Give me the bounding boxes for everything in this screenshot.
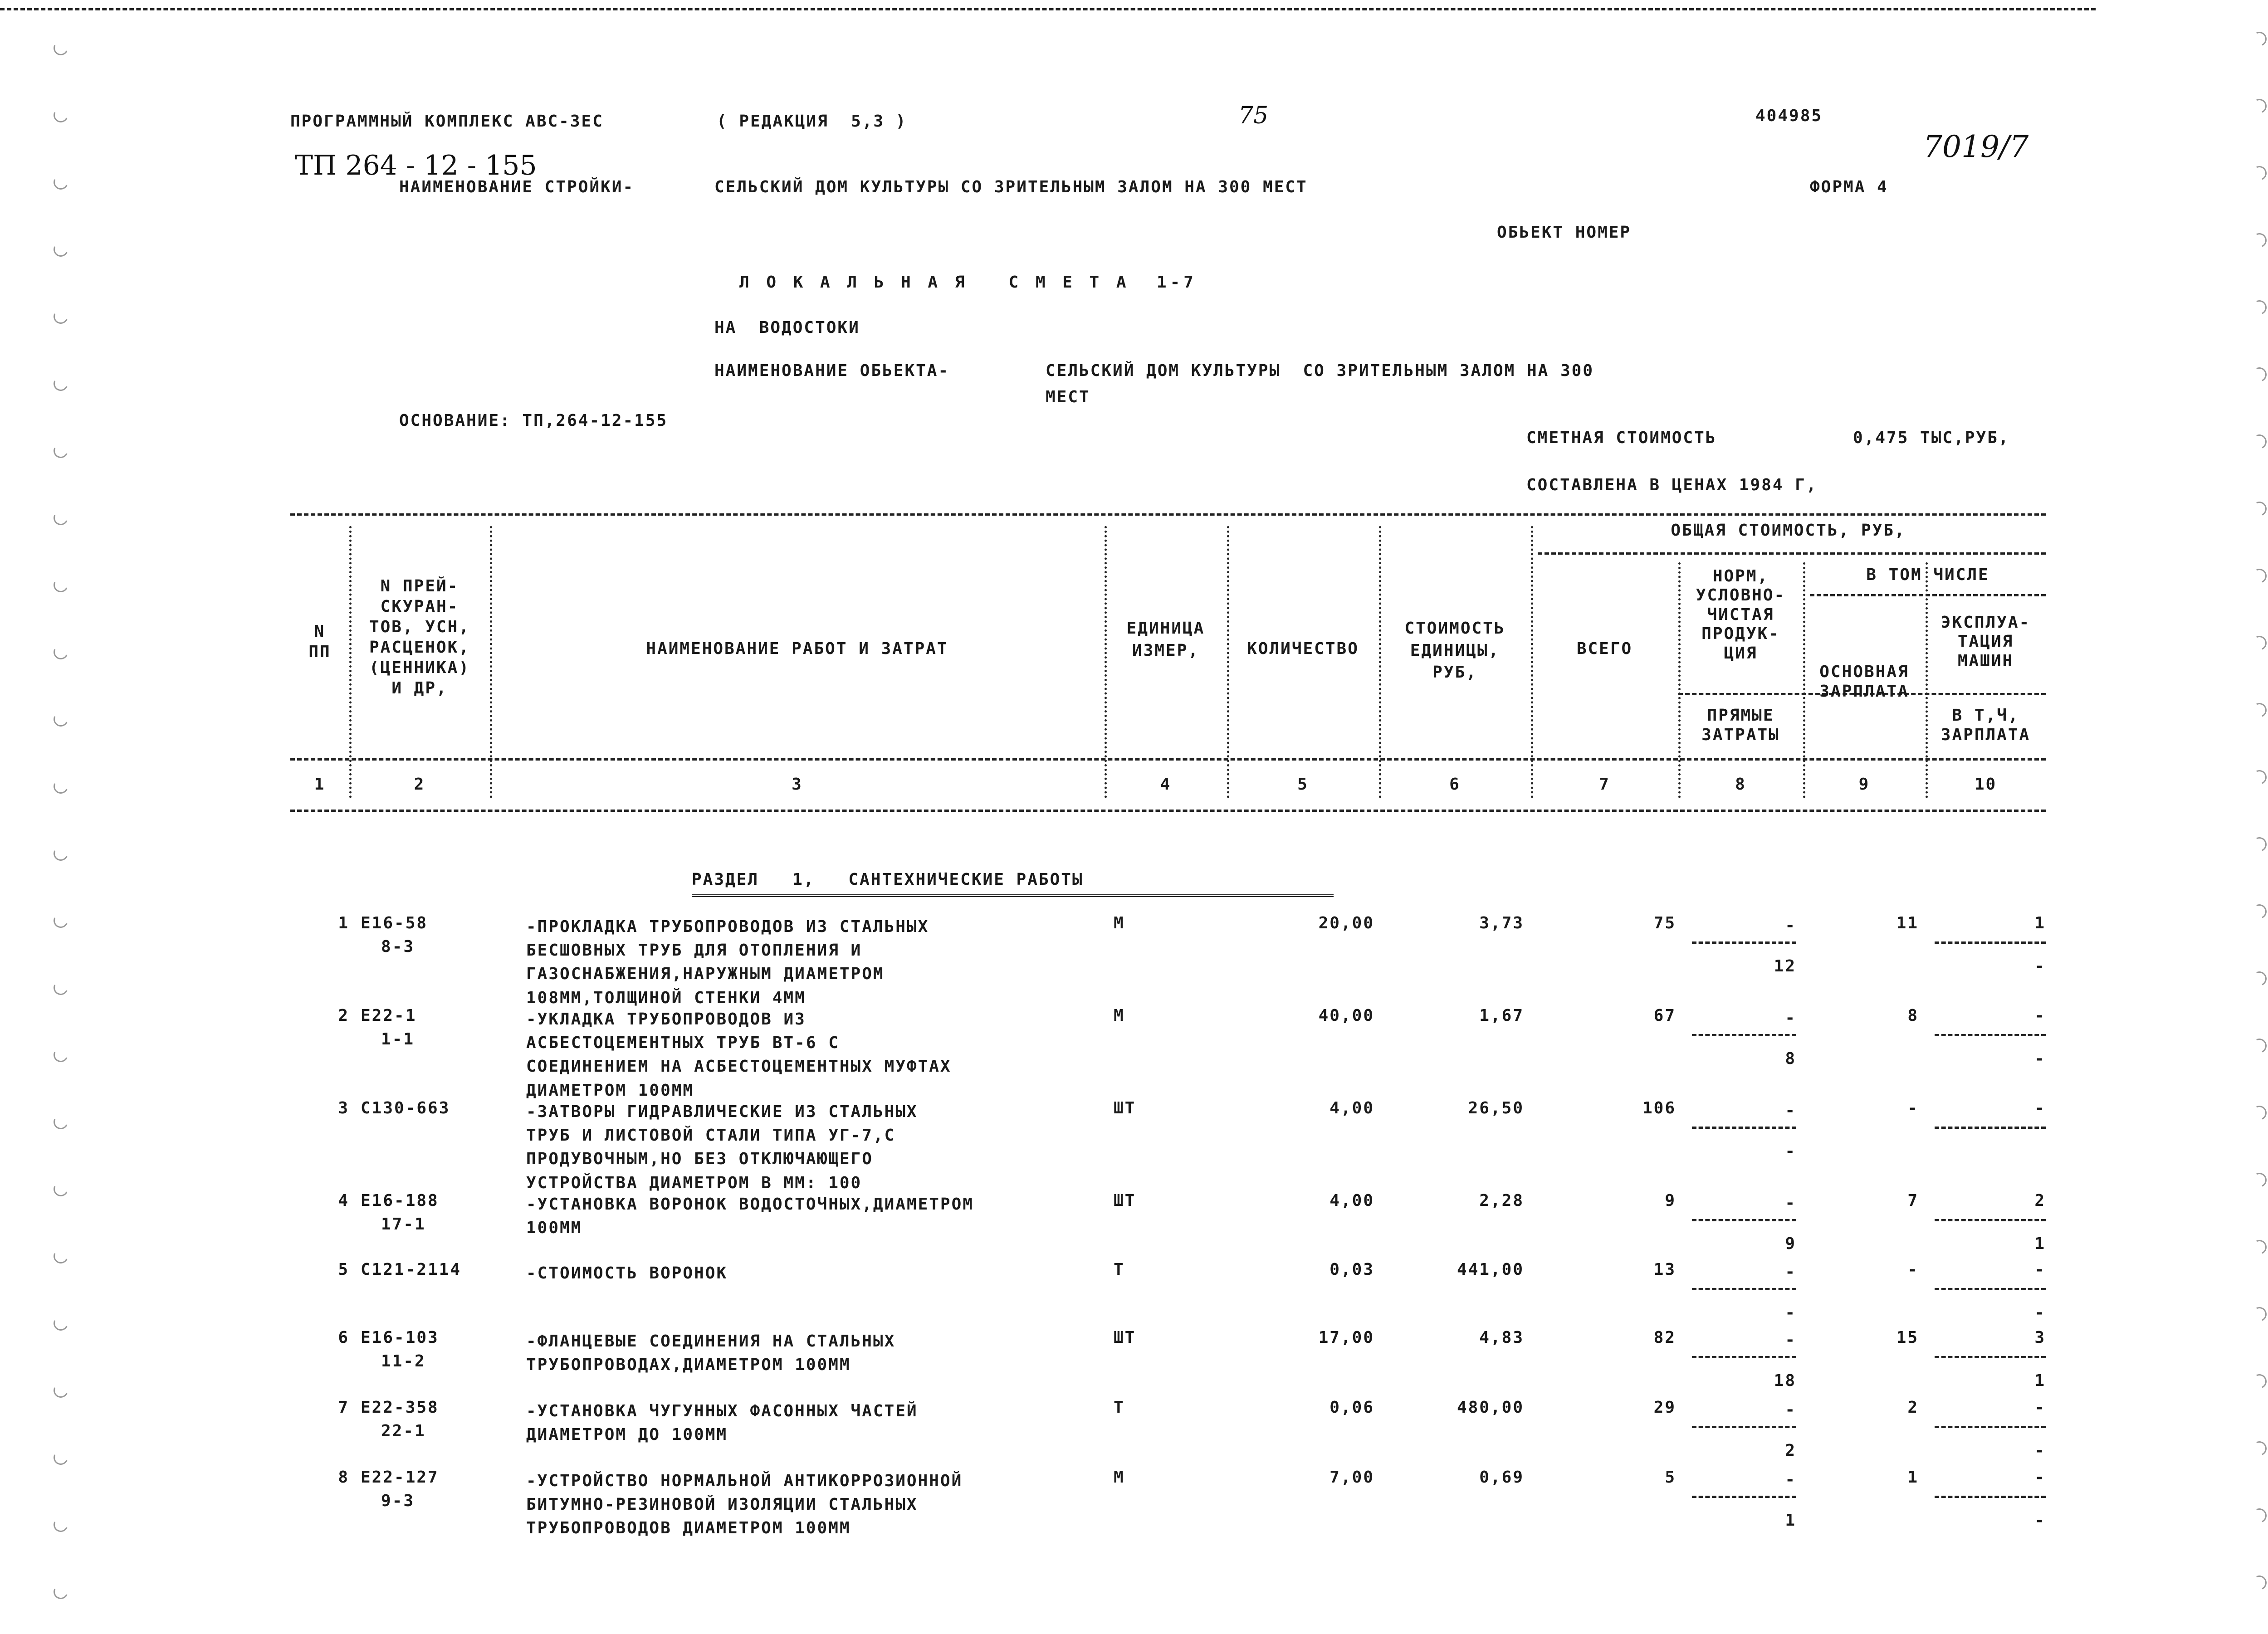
row-split-rule (1935, 1034, 2046, 1036)
feed-hole (51, 173, 70, 191)
row-split-rule (1935, 1288, 2046, 1290)
row-split-rule (1692, 1426, 1796, 1428)
feed-hole (51, 643, 70, 661)
feed-hole (2250, 1305, 2268, 1323)
col-divider-3 (1105, 526, 1107, 798)
row-unit: М (1114, 1006, 1125, 1025)
row-base-salary: - (1907, 1260, 1919, 1279)
row-net-product: - (1785, 1470, 1796, 1489)
row-unit: ШТ (1114, 1191, 1136, 1210)
document-subject: НА ВОДОСТОКИ (714, 318, 860, 337)
feed-hole (2250, 1372, 2268, 1390)
row-direct-costs: 12 (1774, 957, 1796, 976)
row-code: Е22-1 (361, 1006, 417, 1025)
row-split-rule (1935, 1426, 2046, 1428)
row-machine-salary: 1 (2034, 1234, 2046, 1253)
row-unit-cost: 0,69 (1479, 1468, 1524, 1487)
row-unit-cost: 4,83 (1479, 1328, 1524, 1347)
row-machines: 3 (2034, 1328, 2046, 1347)
document-title: Л О К А Л Ь Н А Я С М Е Т А 1-7 (739, 273, 1197, 292)
col-divider-2 (490, 526, 492, 798)
feed-hole (51, 508, 70, 527)
row-total: 5 (1665, 1468, 1676, 1487)
col-header-machine-salary: В Т,Ч, ЗАРПЛАТА (1941, 706, 2031, 745)
col-divider-9 (1926, 562, 1928, 798)
row-work-name: -УКЛАДКА ТРУБОПРОВОДОВ ИЗ АСБЕСТОЦЕМЕНТНЫХ ТРУБ ВТ-6 С СОЕДИНЕНИЕМ НА АСБЕСТОЦЕМЕНТНЫХ МУФТАХ ДИАМЕТРОМ 100ММ (526, 1010, 952, 1100)
col-header-unit: ЕДИНИЦА ИЗМЕР, (1126, 619, 1205, 660)
row-work-name: -УСТАНОВКА ЧУГУННЫХ ФАСОННЫХ ЧАСТЕЙ ДИАМЕТРОМ ДО 100ММ (526, 1402, 918, 1444)
row-quantity: 7,00 (1330, 1468, 1374, 1487)
row-unit: М (1114, 1468, 1125, 1487)
row-code: Е22-358 (361, 1398, 439, 1417)
form-label: ФОРМА 4 (1810, 178, 1888, 196)
row-total: 67 (1653, 1006, 1676, 1025)
feed-hole (2250, 566, 2268, 585)
feed-hole (51, 844, 70, 863)
feed-hole (51, 1448, 70, 1467)
row-machines: - (2034, 1099, 2046, 1117)
feed-hole (2250, 768, 2268, 786)
row-unit-cost: 26,50 (1468, 1099, 1524, 1117)
row-net-product: - (1785, 916, 1796, 935)
row-base-salary: 7 (1907, 1191, 1919, 1210)
row-quantity: 0,03 (1330, 1260, 1374, 1279)
row-net-product: - (1785, 1101, 1796, 1120)
row-number: 4 (338, 1191, 349, 1210)
feed-hole (51, 777, 70, 795)
row-quantity: 40,00 (1318, 1006, 1374, 1025)
row-unit-cost: 2,28 (1479, 1191, 1524, 1210)
feed-hole (2250, 365, 2268, 384)
col-header-base-salary: ОСНОВНАЯ ЗАРПЛАТА (1819, 663, 1909, 701)
sheet-mark: 7019/7 (1923, 129, 2029, 164)
row-machine-salary: - (2034, 1511, 2046, 1530)
feed-hole (2250, 1103, 2268, 1122)
section-underline (692, 894, 1334, 897)
row-split-rule (1692, 1496, 1796, 1498)
feed-hole (51, 39, 70, 57)
column-number: 2 (414, 775, 425, 794)
row-code-sub: 9-3 (381, 1492, 415, 1510)
object-number-label: ОБЬЕКТ НОМЕР (1497, 223, 1632, 242)
row-work-name: -СТОИМОСТЬ ВОРОНОК (526, 1264, 728, 1283)
object-name-line2: МЕСТ (1046, 388, 1090, 406)
feed-hole (2250, 1171, 2268, 1189)
feed-hole (51, 1112, 70, 1131)
feed-hole (2250, 499, 2268, 518)
col-header-net-product: НОРМ, УСЛОВНО- ЧИСТАЯ ПРОДУК- ЦИЯ (1696, 567, 1786, 663)
feed-hole (2250, 432, 2268, 451)
feed-hole (2250, 902, 2268, 921)
row-machine-salary: - (2034, 1441, 2046, 1460)
col-header-direct-costs: ПРЯМЫЕ ЗАТРАТЫ (1701, 706, 1780, 745)
feed-hole (51, 1045, 70, 1064)
row-total: 106 (1642, 1099, 1676, 1117)
row-total: 82 (1653, 1328, 1676, 1347)
column-number: 10 (1974, 775, 1997, 794)
row-work-name: -УСТРОЙСТВО НОРМАЛЬНОЙ АНТИКОРРОЗИОННОЙ БИТУМНО-РЕЗИНОВОЙ ИЗОЛЯЦИИ СТАЛЬНЫХ ТРУБОПРОВОДОВ ДИАМЕТРОМ 100ММ (526, 1472, 963, 1538)
row-base-salary: 8 (1907, 1006, 1919, 1025)
col-header-machines: ЭКСПЛУА- ТАЦИЯ МАШИН (1941, 613, 2031, 670)
row-machine-salary: - (2034, 957, 2046, 976)
row-work-name: -УСТАНОВКА ВОРОНОК ВОДОСТОЧНЫХ,ДИАМЕТРОМ 100ММ (526, 1195, 974, 1238)
col-divider-4 (1227, 526, 1229, 798)
feed-hole (2250, 1238, 2268, 1256)
row-net-product: - (1785, 1009, 1796, 1027)
row-number: 1 (338, 914, 349, 932)
row-direct-costs: - (1785, 1303, 1796, 1322)
row-quantity: 20,00 (1318, 914, 1374, 932)
row-code: Е22-127 (361, 1468, 439, 1487)
row-quantity: 17,00 (1318, 1328, 1374, 1347)
row-machines: - (2034, 1006, 2046, 1025)
feed-hole (2250, 969, 2268, 988)
row-machine-salary: - (2034, 1303, 2046, 1322)
numbers-bottom-rule (290, 810, 2046, 812)
row-machines: 1 (2034, 914, 2046, 932)
object-name-line1: СЕЛЬСКИЙ ДОМ КУЛЬТУРЫ СО ЗРИТЕЛЬНЫМ ЗАЛОМ НА 300 (1046, 361, 1594, 380)
row-net-product: - (1785, 1194, 1796, 1212)
row-unit: Т (1114, 1398, 1125, 1417)
row-split-rule (1692, 1034, 1796, 1036)
row-unit: ШТ (1114, 1328, 1136, 1347)
column-number: 7 (1599, 775, 1610, 794)
row-code-sub: 22-1 (381, 1422, 426, 1440)
col-header-npp: N ПП (308, 622, 331, 661)
row-code-sub: 17-1 (381, 1215, 426, 1234)
table-top-rule (290, 513, 2046, 516)
row-code: Е16-58 (361, 914, 428, 932)
row-machine-salary: 1 (2034, 1371, 2046, 1390)
row-total: 75 (1653, 914, 1676, 932)
building-name: СЕЛЬСКИЙ ДОМ КУЛЬТУРЫ СО ЗРИТЕЛЬНЫМ ЗАЛОМ НА 300 МЕСТ (714, 178, 1308, 196)
feed-hole (2250, 231, 2268, 249)
col-header-unit-cost: СТОИМОСТЬ ЕДИНИЦЫ, РУБ, (1404, 619, 1505, 682)
feed-hole (51, 1314, 70, 1332)
feed-hole (51, 106, 70, 124)
row-number: 3 (338, 1099, 349, 1117)
feed-hole (2250, 164, 2268, 182)
row-machine-salary: - (2034, 1049, 2046, 1068)
row-total: 13 (1653, 1260, 1676, 1279)
incl-group-rule (1810, 594, 2046, 596)
feed-hole (2250, 701, 2268, 719)
building-label: НАИМЕНОВАНИЕ СТРОЙКИ- (399, 178, 635, 196)
row-base-salary: 15 (1896, 1328, 1919, 1347)
feed-hole (51, 1381, 70, 1400)
column-number: 1 (314, 775, 326, 794)
feed-hole (51, 1515, 70, 1534)
feed-hole (51, 307, 70, 326)
row-unit: Т (1114, 1260, 1125, 1279)
row-code: С130-663 (361, 1099, 450, 1117)
project-code: ТП 264 - 12 - 155 (295, 150, 537, 181)
feed-hole (51, 1247, 70, 1265)
basis: ОСНОВАНИЕ: ТП,264-12-155 (399, 411, 668, 430)
col-header-work-name: НАИМЕНОВАНИЕ РАБОТ И ЗАТРАТ (646, 639, 948, 658)
row-quantity: 4,00 (1330, 1099, 1374, 1117)
row-split-rule (1935, 1496, 2046, 1498)
row-unit-cost: 1,67 (1479, 1006, 1524, 1025)
feed-hole (2250, 298, 2268, 317)
row-work-name: -ПРОКЛАДКА ТРУБОПРОВОДОВ ИЗ СТАЛЬНЫХ БЕСШОВНЫХ ТРУБ ДЛЯ ОТОПЛЕНИЯ И ГАЗОСНАБЖЕНИЯ,НАРУЖНЫМ ДИАМЕТРОМ 108ММ,ТОЛЩИНОЙ СТЕНКИ 4ММ (526, 917, 929, 1007)
estimated-cost-label: СМЕТНАЯ СТОИМОСТЬ (1526, 429, 1717, 447)
top-perforation-line (0, 8, 2096, 10)
row-unit-cost: 441,00 (1457, 1260, 1524, 1279)
price-basis: СОСТАВЛЕНА В ЦЕНАХ 1984 Г, (1526, 476, 1818, 494)
col-header-total-cost: ОБЩАЯ СТОИМОСТЬ, РУБ, (1671, 521, 1906, 540)
row-direct-costs: - (1785, 1142, 1796, 1161)
row-unit-cost: 3,73 (1479, 914, 1524, 932)
row-direct-costs: 1 (1785, 1511, 1796, 1530)
row-split-rule (1935, 941, 2046, 944)
row-split-rule (1692, 1356, 1796, 1358)
feed-hole (51, 441, 70, 460)
col-header-quantity: КОЛИЧЕСТВО (1247, 639, 1359, 658)
row-direct-costs: 9 (1785, 1234, 1796, 1253)
row-split-rule (1935, 1127, 2046, 1129)
feed-hole (51, 911, 70, 930)
row-work-name: -ФЛАНЦЕВЫЕ СОЕДИНЕНИЯ НА СТАЛЬНЫХ ТРУБОПРОВОДАХ,ДИАМЕТРОМ 100ММ (526, 1332, 896, 1375)
row-machines: - (2034, 1468, 2046, 1487)
row-total: 9 (1665, 1191, 1676, 1210)
feed-hole (51, 1180, 70, 1198)
feed-hole (51, 240, 70, 259)
row-split-rule (1692, 1288, 1796, 1290)
row-direct-costs: 8 (1785, 1049, 1796, 1068)
feed-hole (2250, 29, 2268, 48)
feed-hole (51, 1582, 70, 1601)
feed-hole (2250, 1573, 2268, 1592)
object-label: НАИМЕНОВАНИЕ ОБЬЕКТА- (714, 361, 950, 380)
row-number: 7 (338, 1398, 349, 1417)
row-direct-costs: 2 (1785, 1441, 1796, 1460)
feed-hole (51, 576, 70, 594)
row-number: 8 (338, 1468, 349, 1487)
feed-hole (51, 374, 70, 393)
col-divider-6 (1531, 526, 1533, 798)
row-number: 5 (338, 1260, 349, 1279)
feed-hole (2250, 835, 2268, 854)
feed-hole (2250, 1506, 2268, 1525)
feed-hole (2250, 1439, 2268, 1458)
row-number: 6 (338, 1328, 349, 1347)
column-number: 4 (1160, 775, 1172, 794)
feed-hole (51, 978, 70, 997)
row-split-rule (1935, 1219, 2046, 1221)
column-number: 9 (1858, 775, 1870, 794)
row-split-rule (1935, 1356, 2046, 1358)
row-base-salary: - (1907, 1099, 1919, 1117)
row-machines: - (2034, 1260, 2046, 1279)
row-code: С121-2114 (361, 1260, 462, 1279)
header-bottom-rule (290, 758, 2046, 761)
col-header-including: В ТОМ ЧИСЛЕ (1866, 566, 1989, 584)
row-work-name: -ЗАТВОРЫ ГИДРАВЛИЧЕСКИЕ ИЗ СТАЛЬНЫХ ТРУБ И ЛИСТОВОЙ СТАЛИ ТИПА УГ-7,С ПРОДУВОЧНЫМ,НО БЕЗ ОТКЛЮЧАЮЩЕГО УСТРОЙСТВА ДИАМЕТРОМ В ММ: 100 (526, 1102, 918, 1192)
row-unit: ШТ (1114, 1099, 1136, 1117)
row-code-sub: 8-3 (381, 937, 415, 956)
row-split-rule (1692, 1127, 1796, 1129)
row-net-product: - (1785, 1331, 1796, 1349)
row-code: Е16-103 (361, 1328, 439, 1347)
row-quantity: 0,06 (1330, 1398, 1374, 1417)
row-split-rule (1692, 941, 1796, 944)
row-direct-costs: 18 (1774, 1371, 1796, 1390)
row-net-product: - (1785, 1400, 1796, 1419)
feed-hole (2250, 1036, 2268, 1055)
row-machines: - (2034, 1398, 2046, 1417)
feed-hole (2250, 634, 2268, 652)
column-number: 8 (1735, 775, 1746, 794)
row-base-salary: 2 (1907, 1398, 1919, 1417)
row-unit-cost: 480,00 (1457, 1398, 1524, 1417)
row-split-rule (1692, 1219, 1796, 1221)
revision: ( РЕДАКЦИЯ 5,3 ) (717, 112, 907, 131)
row-base-salary: 11 (1896, 914, 1919, 932)
column-number: 6 (1449, 775, 1461, 794)
total-group-rule (1538, 552, 2046, 555)
section-title: РАЗДЕЛ 1, САНТЕХНИЧЕСКИЕ РАБОТЫ (692, 870, 1084, 889)
row-unit: М (1114, 914, 1125, 932)
col-header-price-ref: N ПРЕЙ- СКУРАН- ТОВ, УСН, РАСЦЕНОК, (ЦЕННИКА) И ДР, (369, 577, 470, 697)
feed-hole (51, 710, 70, 728)
row-base-salary: 1 (1907, 1468, 1919, 1487)
page-number: 75 (1238, 102, 1269, 129)
row-code-sub: 11-2 (381, 1352, 426, 1371)
column-number: 5 (1297, 775, 1309, 794)
program-name: ПРОГРАММНЫЙ КОМПЛЕКС АВС-3ЕС (290, 112, 604, 131)
row-number: 2 (338, 1006, 349, 1025)
row-machines: 2 (2034, 1191, 2046, 1210)
feed-hole (2250, 97, 2268, 115)
document-number: 404985 (1755, 107, 1823, 125)
row-code: Е16-188 (361, 1191, 439, 1210)
row-quantity: 4,00 (1330, 1191, 1374, 1210)
row-code-sub: 1-1 (381, 1030, 415, 1049)
column-number: 3 (792, 775, 803, 794)
row-total: 29 (1653, 1398, 1676, 1417)
estimated-cost-value: 0,475 ТЫС,РУБ, (1853, 429, 2010, 447)
col-header-total: ВСЕГО (1576, 639, 1633, 658)
row-net-product: - (1785, 1263, 1796, 1281)
